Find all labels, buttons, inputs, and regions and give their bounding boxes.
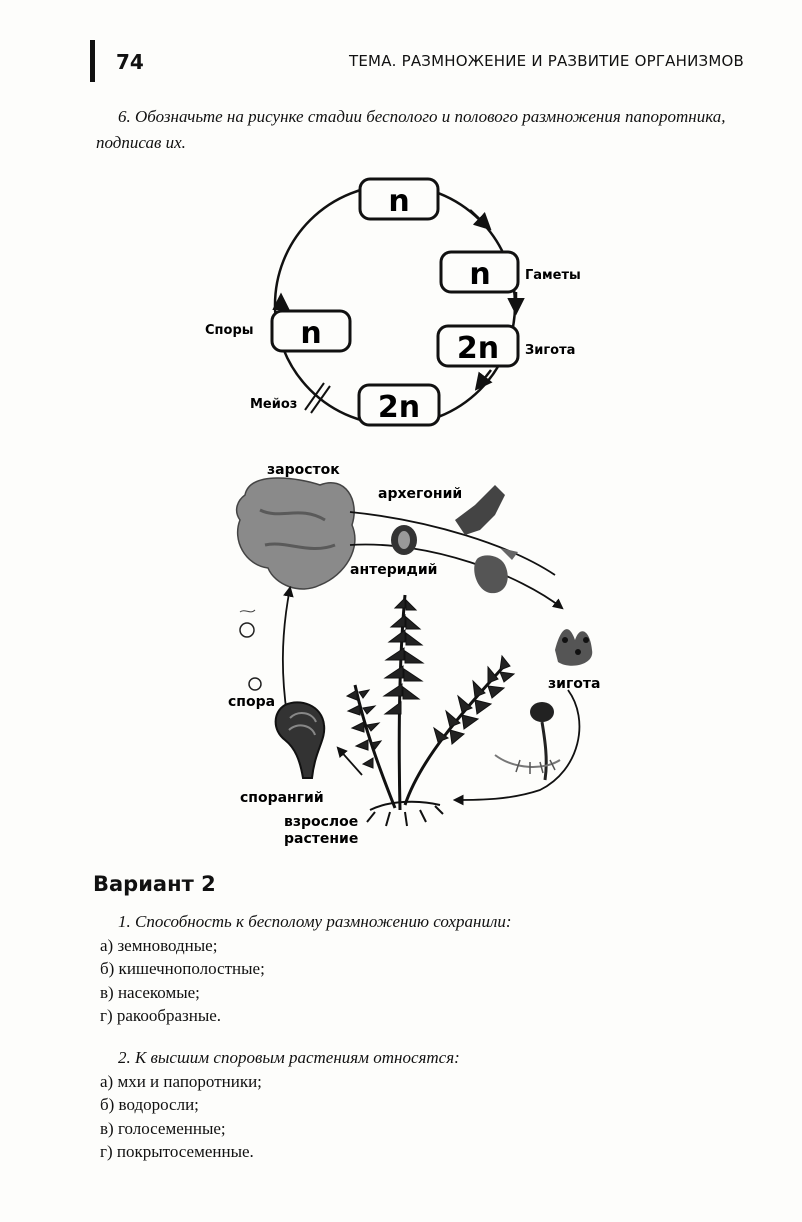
question-1-option-b: б) кишечнополостные; [100, 959, 265, 978]
question-1-option-d: г) ракообразные. [100, 1006, 222, 1025]
question-1 [100, 910, 512, 1028]
life-cycle-diagram [205, 179, 581, 425]
question-2-option-d: г) покрытосеменные. [100, 1142, 254, 1161]
question-1-option-c: в) насекомые; [100, 982, 200, 1002]
cycle-arrow-1 [470, 210, 489, 228]
spore-icon [240, 610, 261, 690]
stage-box-spores [272, 311, 350, 351]
question-2-stem: 2. К высшим споровым растениям относятся: [118, 1048, 460, 1067]
label-archegonium: архегоний [378, 486, 463, 502]
svg-text:2n: 2n [456, 331, 500, 366]
label-zygote: Зигота [525, 343, 576, 358]
stage-box-bottom [359, 385, 439, 425]
arrow-to-prothallus [283, 588, 290, 715]
label-fern-zygote: зигота [548, 676, 601, 692]
label-sporangium: спорангий [240, 790, 324, 806]
label-adult-plant-line2: растение [284, 831, 359, 847]
zygote-icon [555, 629, 592, 666]
label-adult-plant-line1: взрослое [284, 814, 359, 830]
label-spore: спора [228, 694, 276, 710]
label-meiosis: Мейоз [250, 397, 298, 412]
stage-box-top [360, 179, 438, 219]
antheridium-icon [391, 525, 417, 555]
stage-box-gametes [441, 252, 518, 292]
running-title: ТЕМА. РАЗМНОЖЕНИЕ И РАЗВИТИЕ ОРГАНИЗМОВ [349, 52, 744, 70]
adult-fern-illustration [347, 595, 514, 826]
svg-text:n: n [300, 316, 322, 351]
label-antheridium: антеридий [350, 562, 438, 578]
label-prothallus: заросток [267, 462, 340, 478]
variant-2-title: Вариант 2 [93, 872, 216, 896]
svg-text:2n: 2n [377, 390, 421, 425]
arrow-to-adult [455, 690, 579, 800]
task-6-body: 6. Обозначьте на рисунке стадии бесполого и полового размножения папоротника, подписав их. [96, 107, 726, 152]
question-1-stem: 1. Способность к бесполому размножению сохранили: [118, 912, 512, 931]
question-2 [100, 1046, 460, 1164]
label-spores: Споры [205, 323, 254, 338]
question-2-option-c: в) голосеменные; [100, 1118, 226, 1138]
question-2-option-b: б) водоросли; [100, 1095, 199, 1114]
svg-text:n: n [388, 184, 410, 219]
question-2-option-a: а) мхи и папоротники; [100, 1071, 262, 1091]
question-1-option-a: а) земноводные; [100, 935, 218, 955]
arrow-to-sporangium [338, 748, 362, 775]
page-number: 74 [116, 50, 144, 74]
stage-box-zygote [438, 326, 518, 366]
meiosis-mark-2 [311, 386, 330, 413]
svg-text:n: n [469, 257, 491, 292]
sporangium-illustration [276, 702, 325, 778]
young-sporophyte-icon [495, 702, 560, 780]
prothallus-illustration [237, 478, 355, 589]
label-gametes: Гаметы [525, 268, 581, 283]
fern-cycle-diagram [228, 462, 600, 847]
